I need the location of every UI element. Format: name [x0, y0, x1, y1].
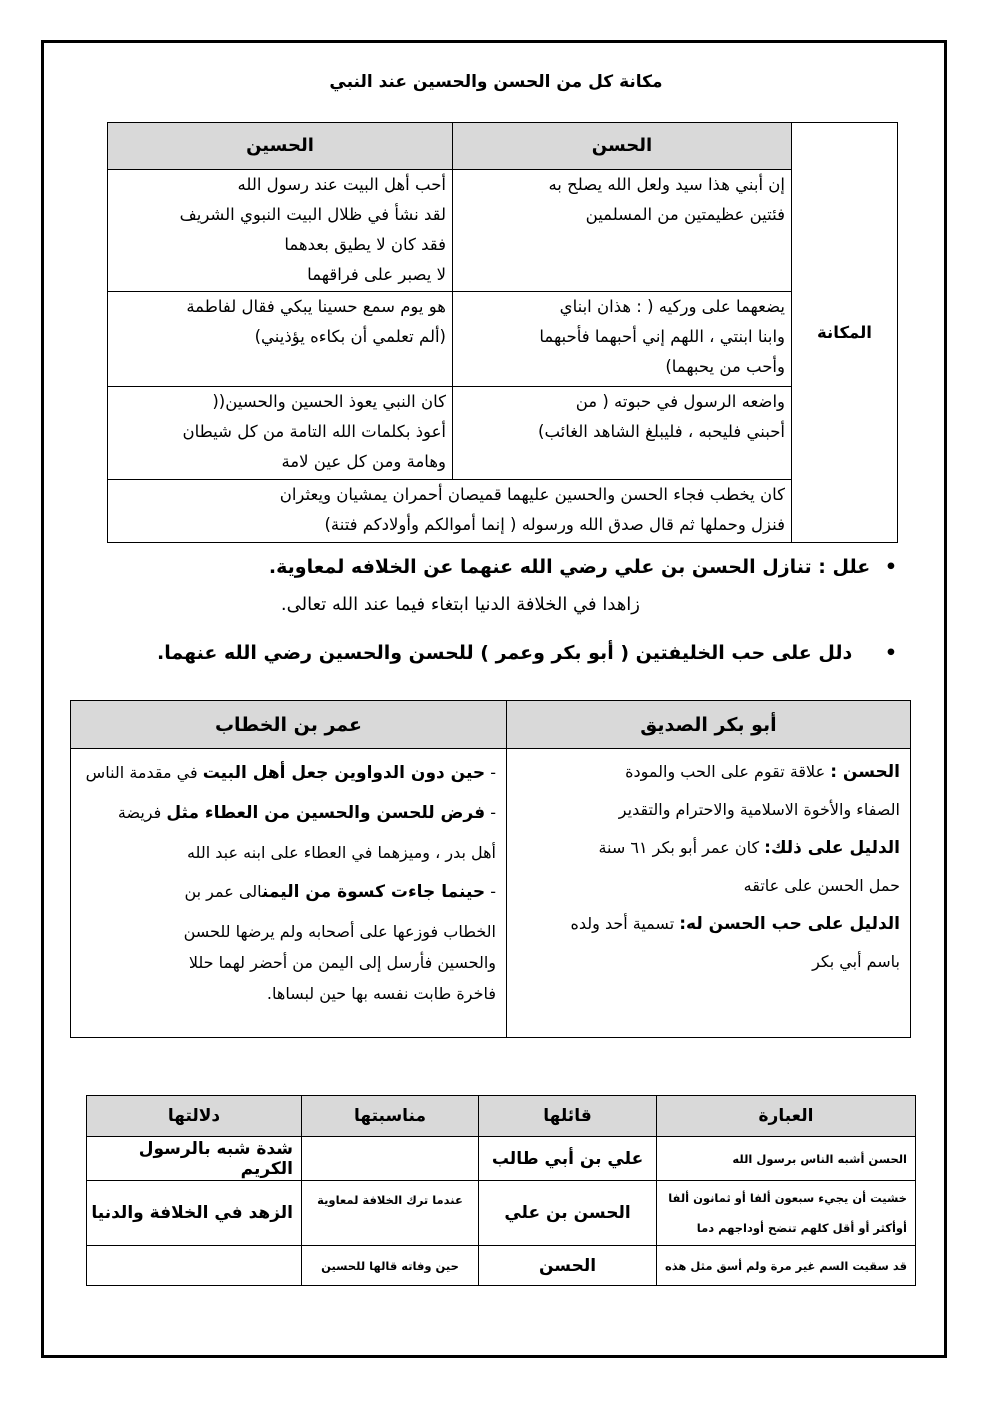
question-1-label: علل : تنازل الحسن بن علي رضي الله عنهما عن الخلافه لمعاوية.: [268, 556, 871, 578]
caliphs-table: [70, 700, 911, 1038]
occasion-cell: حين وفاته قالها للحسين: [302, 1246, 479, 1286]
header-occasion: مناسبتها: [302, 1096, 479, 1137]
header-quote: العبارة: [657, 1096, 916, 1137]
hasan-cell: إن أبني هذا سيد ولعل الله يصلح به فئتين عظيمتين من المسلمين: [453, 170, 792, 292]
speaker-cell: الحسن بن علي: [479, 1181, 657, 1246]
meaning-cell: شدة شبه بالرسول الكريم: [87, 1137, 302, 1181]
husayn-cell: أحب أهل البيت عند رسول الله لقد نشأ في ظلال البيت النبوي الشريف فقد كان لا يطيق بعدهما لا يصبر على فراقهما: [108, 170, 453, 292]
header-meaning: دلالتها: [87, 1096, 302, 1137]
quotes-table: [86, 1095, 916, 1286]
status-side-label: المكانة: [792, 123, 898, 543]
page-title: مكانة كل من الحسن والحسين عند النبي: [329, 72, 663, 92]
husayn-cell: هو يوم سمع حسينا يبكي فقال لفاطمة (ألم تعلمي أن بكاءه يؤذيني): [108, 292, 453, 387]
question-2: [157, 642, 897, 664]
bullet-icon: •: [884, 556, 897, 578]
col-umar-header: عمر بن الخطاب: [71, 701, 507, 749]
quote-cell: الحسن أشبه الناس برسول الله: [657, 1137, 916, 1181]
header-speaker: قائلها: [479, 1096, 657, 1137]
status-table: [107, 122, 898, 543]
husayn-cell: كان النبي يعوذ الحسين والحسين(( أعوذ بكلمات الله التامة من كل شيطان وهامة ومن كل عين لامة: [108, 387, 453, 480]
speaker-cell: علي بن أبي طالب: [479, 1137, 657, 1181]
meaning-cell: [87, 1246, 302, 1286]
question-2-label: دلل على حب الخليفتين ( أبو بكر وعمر ) للحسن والحسين رضي الله عنهما.: [157, 642, 853, 664]
bullet-icon: •: [884, 642, 897, 664]
quote-cell: خشيت أن يجيء سبعون ألفا أو ثمانون ألفا أوأكثر أو أقل كلهم تنضح أوداجهم دما: [657, 1181, 916, 1246]
hasan-cell: واضعه الرسول في حبوته ( من أحبني فليحبه ، فليبلغ الشاهد الغائب): [453, 387, 792, 480]
question-1-answer: زاهدا في الخلافة الدنيا ابتغاء فيما عند الله تعالى.: [280, 594, 640, 615]
merged-cell: كان يخطب فجاء الحسن والحسين عليهما قميصان أحمران يمشيان ويعثران فنزل وحملها ثم قال صدق الله ورسوله ( إنما أموالكم وأولادكم فتنة): [108, 480, 792, 543]
quote-cell: قد سقيت السم غير مرة ولم أسق مثل هذه: [657, 1246, 916, 1286]
umar-cell: - حين دون الدواوين جعل أهل البيت في مقدمة الناس - فرض للحسن والحسين من العطاء مثل فريضة أهل بدر ، وميزهما في العطاء على ابنه عبد الله - حينما جاءت كسوة من اليمنالى عمر بن الخطاب فوزعها على أصحابه ولم يرضها للحسن والحسين فأرسل إلى اليمن من أحضر لهما حللا فاخرة طابت نفسه بها حين لبساها.: [71, 749, 507, 1038]
occasion-cell: [302, 1137, 479, 1181]
col-hasan-header: الحسن: [453, 123, 792, 170]
speaker-cell: الحسن: [479, 1246, 657, 1286]
question-1: [269, 556, 897, 578]
hasan-cell: يضعهما على وركيه ( : هذان ابناي وابنا ابنتي ، اللهم إني أحبهما فأحبهما وأحب من يحبهما): [453, 292, 792, 387]
col-husayn-header: الحسين: [108, 123, 453, 170]
occasion-cell: عندما ترك الخلافة لمعاوية: [302, 1181, 479, 1246]
abubakr-cell: الحسن : علاقة تقوم على الحب والمودة الصفاء والأخوة الاسلامية والاحترام والتقدير الدليل على ذلك: كان عمر أبو بكر ٦١ سنة حمل الحسن على عاتقه الدليل على حب الحسن له: تسمية أحد ولده باسم أبي بكر: [507, 749, 911, 1038]
col-abubakr-header: أبو بكر الصديق: [507, 701, 911, 749]
meaning-cell: الزهد في الخلافة والدنيا: [87, 1181, 302, 1246]
